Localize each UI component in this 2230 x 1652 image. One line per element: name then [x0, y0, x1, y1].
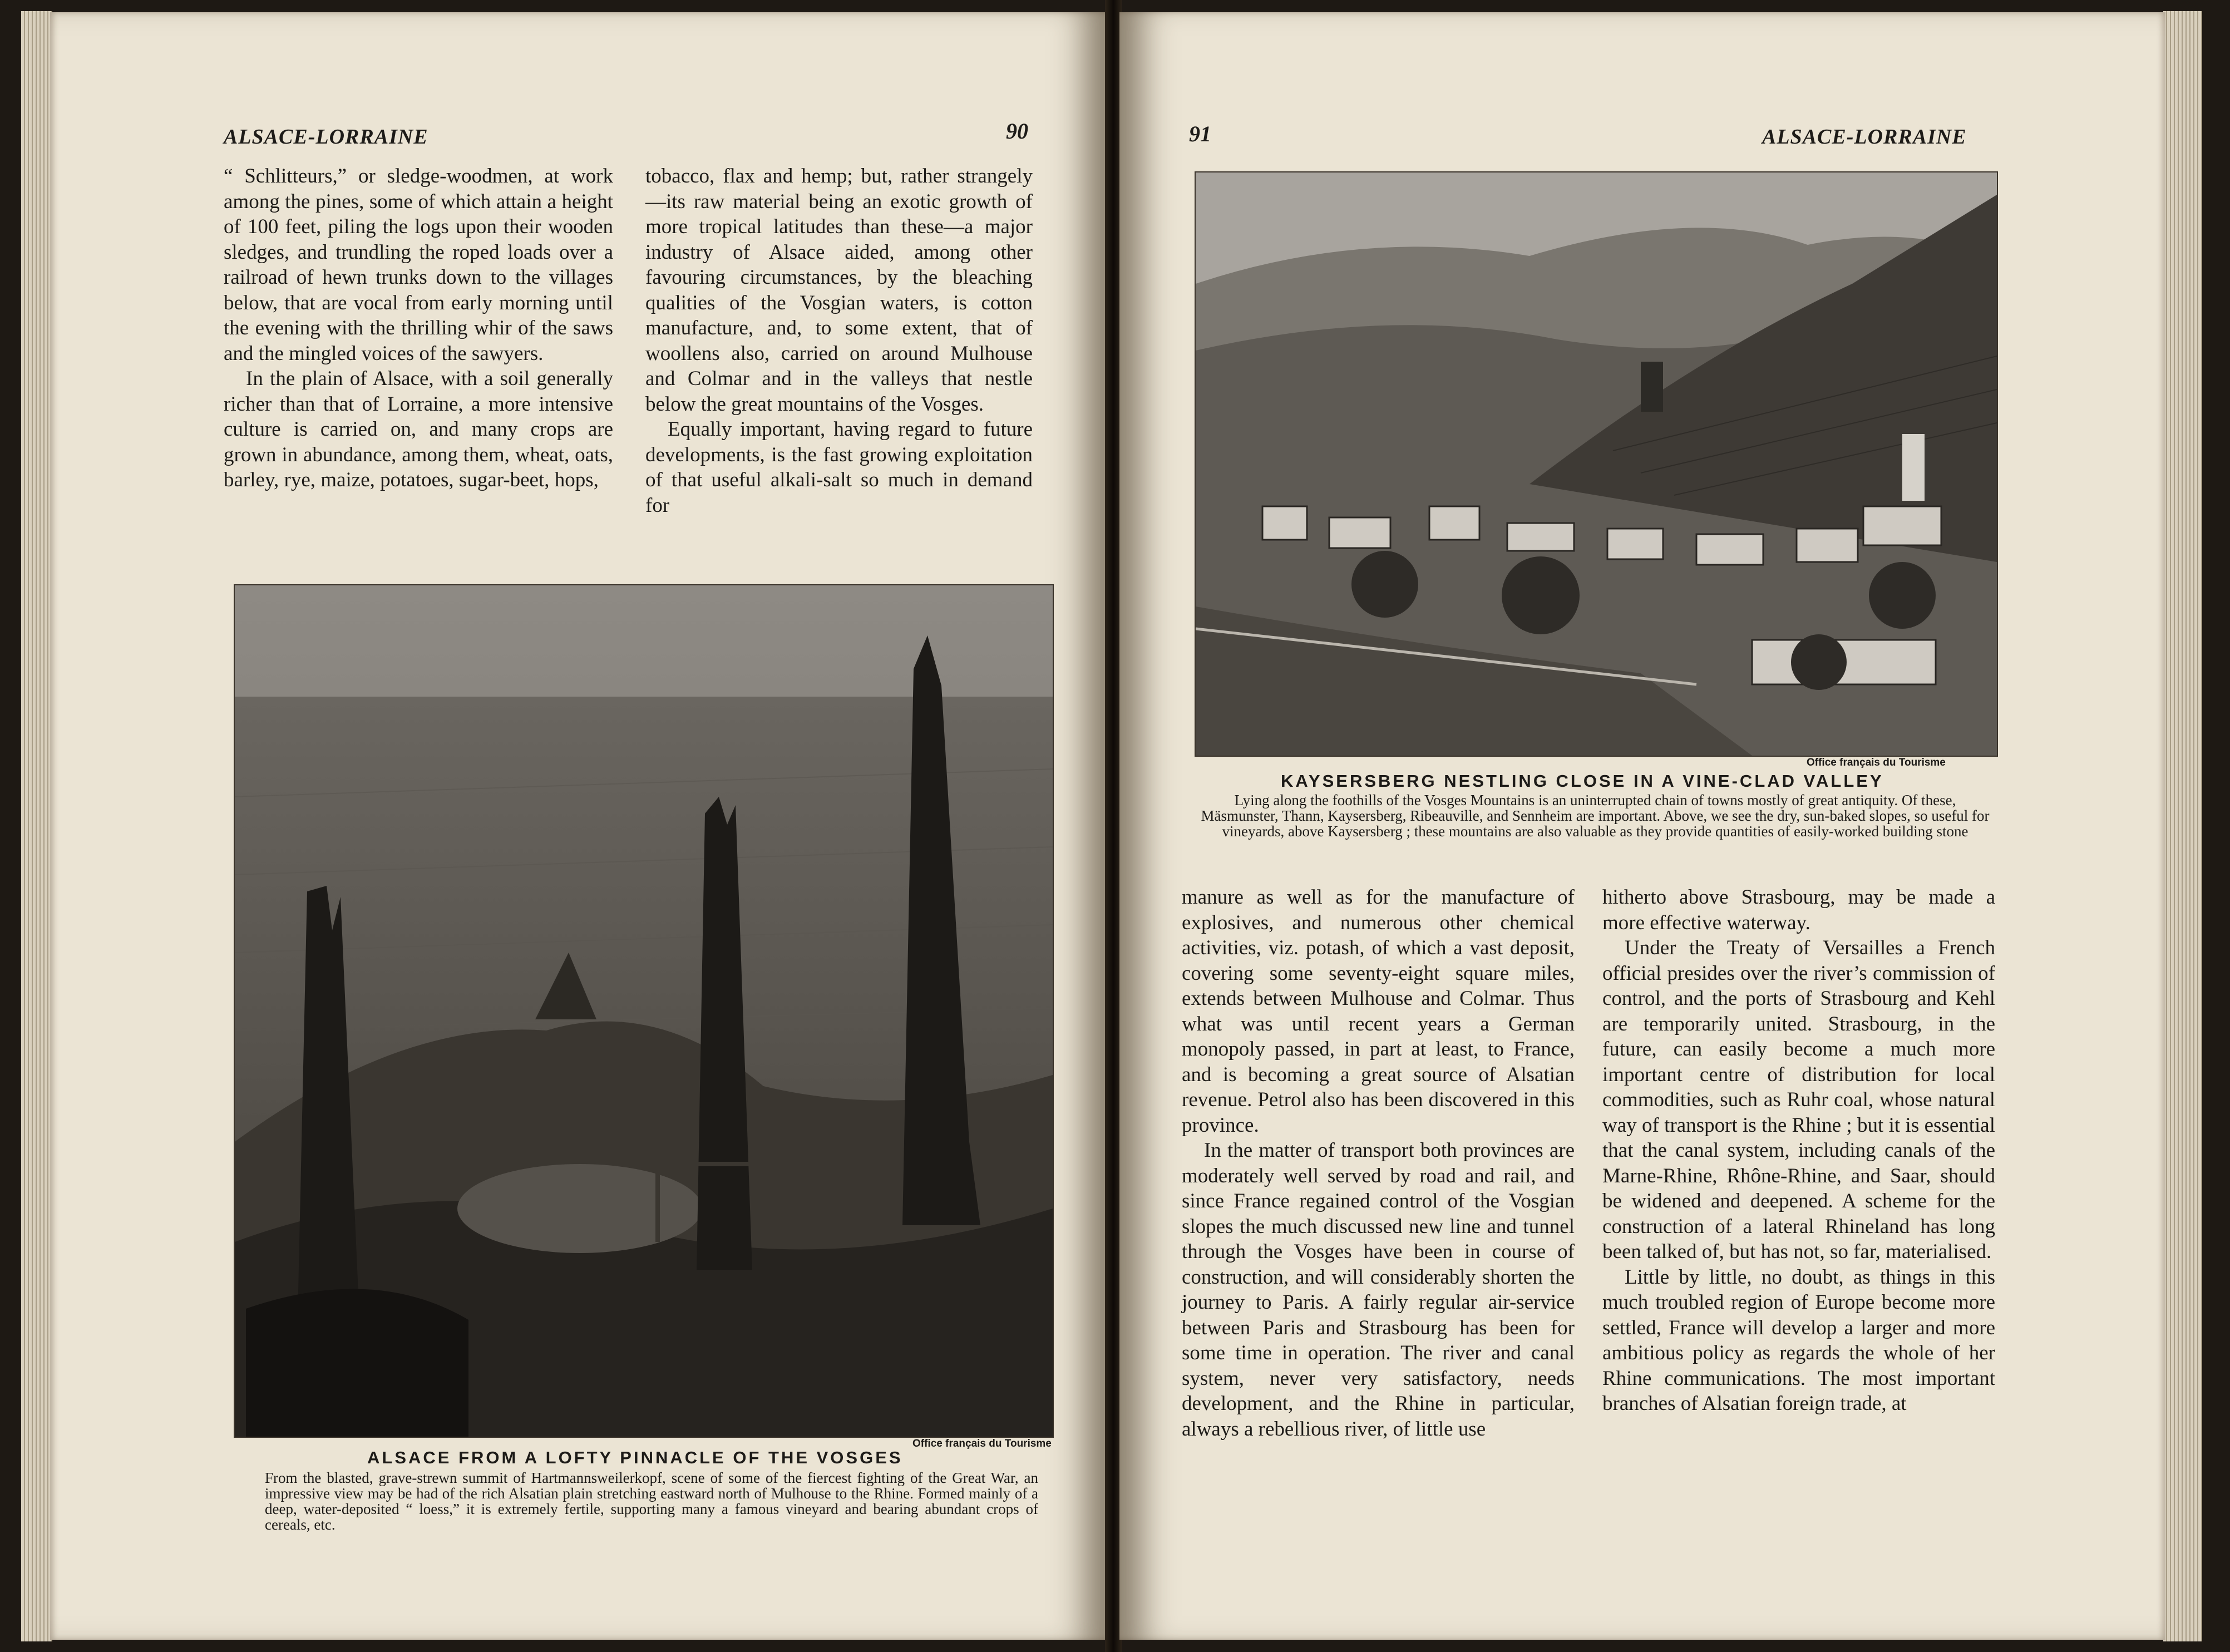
running-head-left: ALSACE-LORRAINE [224, 125, 428, 149]
left-page-edges [21, 11, 52, 1641]
caption-title-right: KAYSERSBERG NESTLING CLOSE IN A VINE-CLAD VALLEY [1281, 771, 1884, 791]
paragraph: Under the Treaty of Versailles a French official presides over the river’s commission of control, and the ports of Strasbourg and Kehl are temporarily united. Strasbourg, in the future, can easily become a much more important centre of distribution for local commodities, such as Ruhr coal, whose natural way of transport is the Rhine ; but it is essential that the canal system, including canals of the Marne-Rhine, Rhône-Rhine, and Saar, should be widened and deepened. A scheme for the construction of a lateral Rhineland has long been talked of, but has not, so far, materialised. [1602, 936, 1995, 1263]
paragraph: In the matter of transport both provinces are moderately well served by road and rail, and since France regained control of the Vosgian slopes the much discussed new line and tunnel through the Vosges have been in course of construction, and will considerably shorten the journey to Paris. A fairly regular air-service between Paris and Strasbourg has been for some time in operation. The river and canal system, never very satisfactory, needs development, and the Rhine in particular, always a rebellious river, of little use [1182, 1139, 1575, 1441]
paragraph: Little by little, no doubt, as things in this much troubled region of Europe become more settled, France will develop a larger and more ambitious policy as regards the whole of her Rhine communications. The most important branches of Alsatian foreign trade, at [1602, 1265, 1995, 1415]
paragraph: “ Schlitteurs,” or sledge-woodmen, at work among the pines, some of which attain a height of 100 feet, piling the logs upon their wooden sledges, and trundling the roped loads over a railroad of hewn trunks down to the villages below, that are vocal from early morning until the evening with the thrilling whir of the saws and the mingled voices of the sawyers. [224, 165, 613, 365]
right-page-edges [2163, 11, 2202, 1641]
page-number-right: 91 [1189, 121, 1211, 146]
vosges-pinnacle-photo [234, 584, 1054, 1438]
paragraph: hitherto above Strasbourg, may be made a more effective waterway. [1602, 886, 1995, 934]
caption-title-left: ALSACE FROM A LOFTY PINNACLE OF THE VOSGES [367, 1448, 903, 1467]
right-column-1 [1182, 885, 1575, 1442]
paragraph: Equally important, having regard to future developments, is the fast growing exploitation of that useful alkali-salt so much in demand for [645, 418, 1033, 517]
running-head-right: ALSACE-LORRAINE [1762, 125, 1967, 149]
right-page [1119, 12, 2165, 1640]
right-column-2 [1602, 885, 1995, 1417]
caption-text-left: From the blasted, grave-strewn summit of Hartmannsweilerkopf, scene of some of the fiercest fighting of the Great War, an impressive view may be had of the rich Alsatian plain stretching eastward north of Mulhouse to the Rhine. Formed mainly of a deep, water-deposited “ loess,” it is extremely fertile, supporting many a famous vineyard and bearing abundant crops of cereals, etc. [265, 1469, 1038, 1533]
caption-text-right: Lying along the foothills of the Vosges Mountains is an uninterrupted chain of towns mostly of great antiquity. Of these, Mäsmunster, Thann, Kaysersberg, Ribeauville, and Sennheim are important. Above, we see the dry, sun-baked slopes, so useful for vineyards, above Kaysersberg ; these mountains are also valuable as they provide quantities of easily-worked building stone [1201, 792, 1990, 840]
left-page [50, 12, 1107, 1640]
paragraph: manure as well as for the manufacture of explosives, and numerous other chemical activities, viz. potash, of which a vast deposit, covering some seventy-eight square miles, extends between Mulhouse and Colmar. Thus what was until recent years a German monopoly passed, in part at least, to France, and is becoming a great source of Alsatian revenue. Petrol also has been discovered in this province. [1182, 886, 1575, 1137]
photo-credit-right: Office français du Tourisme [1807, 757, 1946, 768]
page-number-left: 90 [1006, 119, 1028, 144]
left-column-2 [645, 164, 1033, 518]
photo-credit-left: Office français du Tourisme [912, 1438, 1052, 1449]
paragraph: tobacco, flax and hemp; but, rather strangely—its raw material being an exotic growth of more tropical latitudes than these—a major industry of Alsace aided, among other favouring circumstances, by the bleaching qualities of the Vosgian waters, is cotton manufacture, and, to some extent, that of woollens also, carried on around Mulhouse and Colmar and in the valleys that nestle below the great mountains of the Vosges. [645, 165, 1033, 416]
left-column-1 [224, 164, 613, 493]
kaysersberg-photo [1195, 171, 1998, 757]
paragraph: In the plain of Alsace, with a soil generally richer than that of Lorraine, a more intensive culture is carried on, and many crops are grown in abundance, among them, wheat, oats, barley, rye, maize, potatoes, sugar-beet, hops, [224, 367, 613, 491]
